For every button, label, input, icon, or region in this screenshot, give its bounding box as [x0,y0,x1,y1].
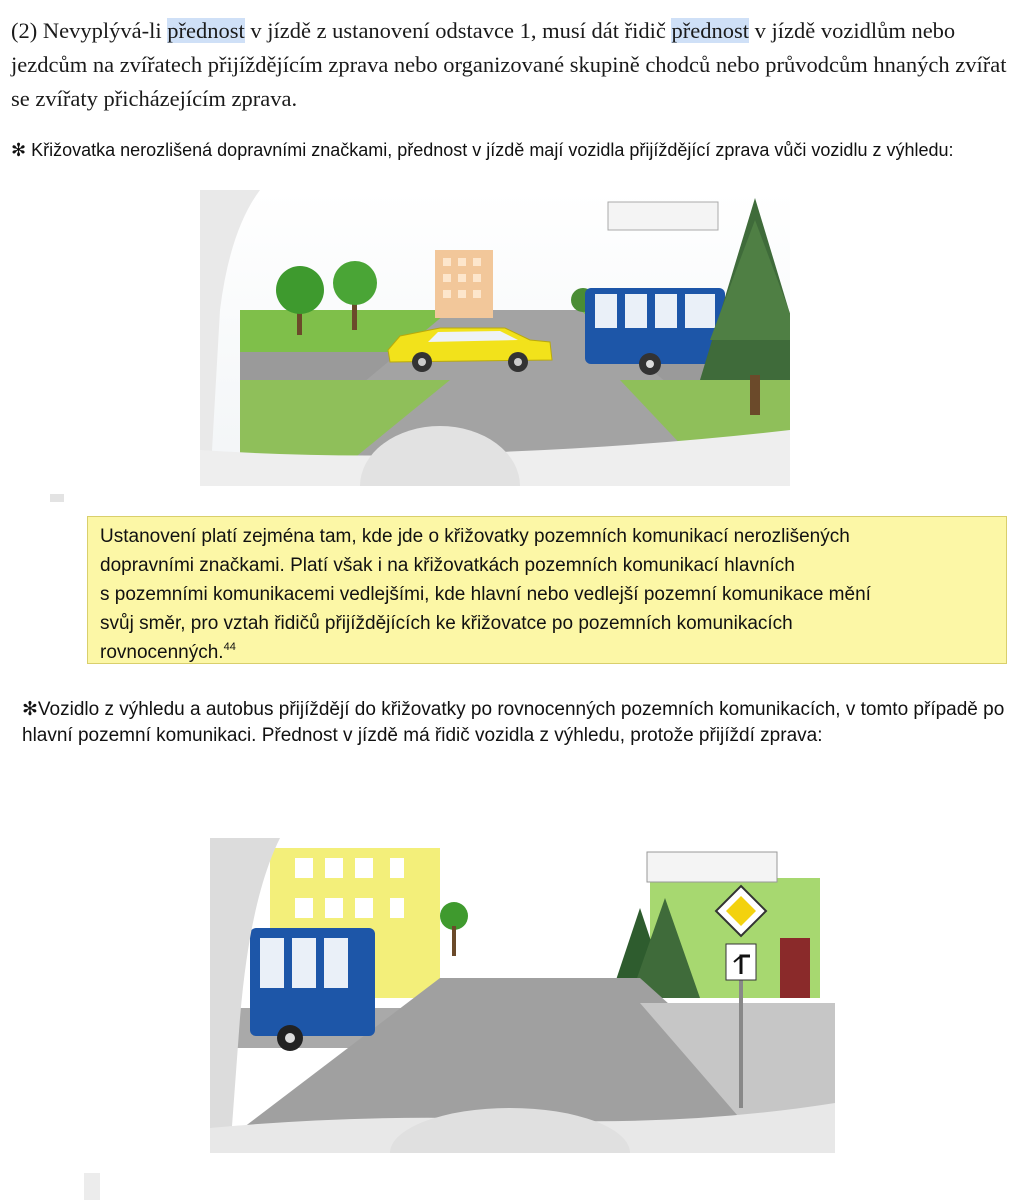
door [780,938,810,998]
bullet-marker [50,494,64,502]
law-text-part2: v jízdě z ustanovení odstavce 1, musí dát řidič [244,18,672,43]
highlight-prednost-1: přednost [167,18,245,43]
law-text-part1: (2) Nevyplývá-li [11,18,168,43]
sign-plate [647,852,777,882]
note-crossroads-unmarked: ✻ Křižovatka nerozlišená dopravními značkami, přednost v jízdě mají vozidla přijíždějící zprava vůči vozidlu z výhledu: [11,140,954,160]
sign-plate [608,202,718,230]
highlight-prednost-2: přednost [671,18,749,43]
explanation-line-1: Ustanovení platí zejména tam, kde jde o křižovatky pozemních komunikací nerozlišených [100,526,850,547]
explanation-box [87,516,1007,664]
illustration-main-road-crossroads [210,838,835,1153]
explanation-line-2: dopravními značkami. Platí však i na křižovatkách pozemních komunikací hlavních [100,555,795,576]
blue-bus [585,288,725,375]
footnote-ref[interactable]: 44 [223,641,236,653]
explanation-line-5-text: rovnocenných. [100,642,224,663]
illustration-unmarked-crossroads [200,190,790,486]
note-bus-main-road: ✻Vozidlo z výhledu a autobus přijíždějí do křižovatky po rovnocenných pozemních komunikacích, v tomto případě po hlavní pozemní komunikaci. Přednost v jízdě má řidič vozidla z výhledu, protože přijíždí zprava: [22,699,1005,746]
law-paragraph [11,14,1011,116]
explanation-line-3: s pozemními komunikacemi vedlejšími, kde hlavní nebo vedlejší pozemní komunikace mění [100,584,871,605]
explanation-line-5 [100,638,994,667]
law-text-part3: v jízdě vozidlům nebo jezdcům na zvířatech přijíždějícím zprava nebo organizované skupině chodců nebo průvodcům hnaných zvířat se zvířaty přicházejícím zprava. [11,18,1007,111]
blue-bus [250,928,375,1051]
explanation-line-4: svůj směr, pro vztah řidičů přijíždějících ke křižovatce po pozemních komunikacích [100,613,793,634]
bullet-marker [84,1173,100,1200]
